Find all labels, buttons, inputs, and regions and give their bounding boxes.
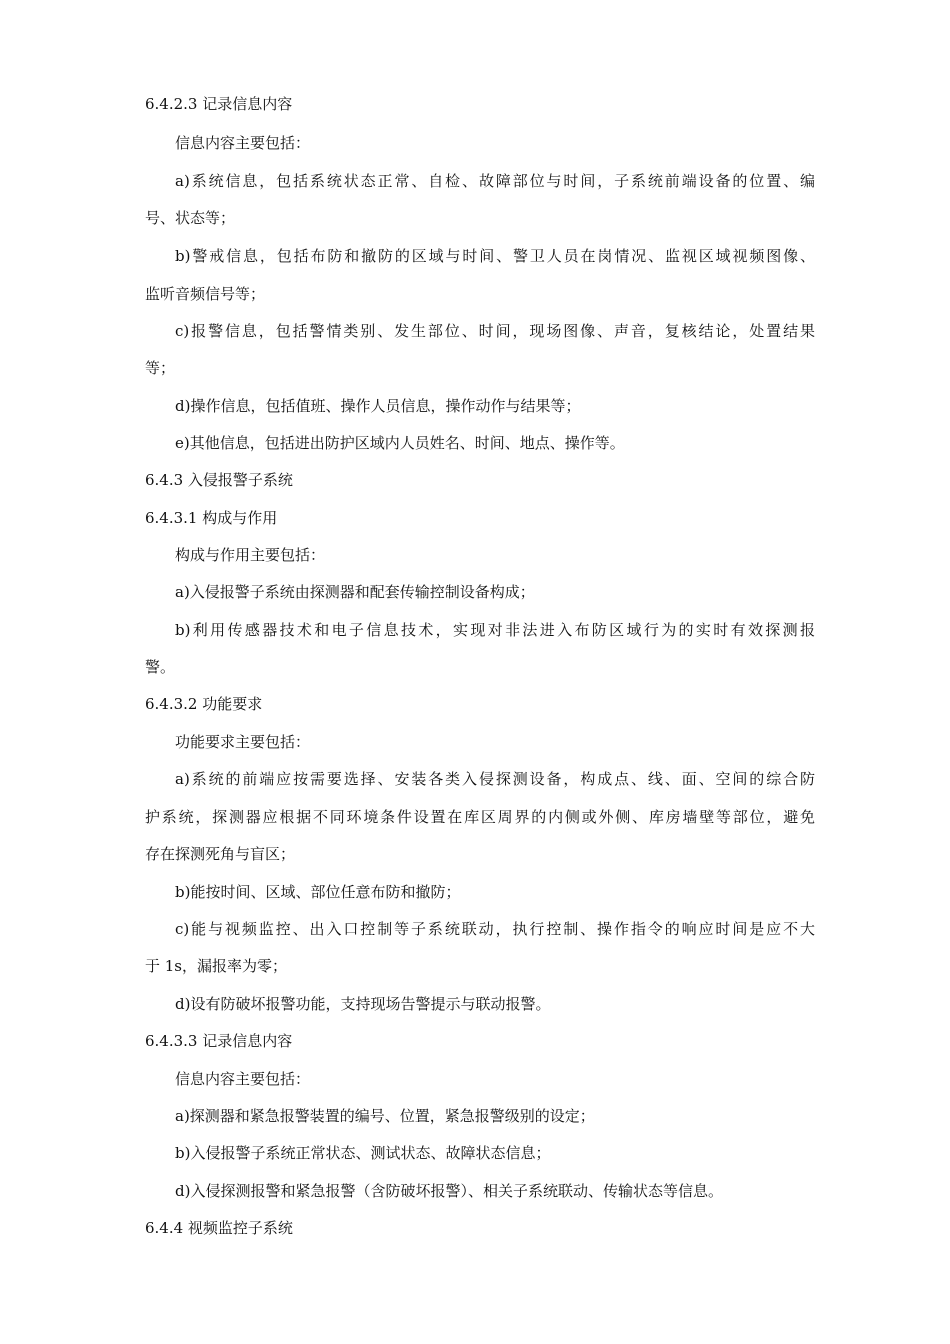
paragraph-line: e)其他信息，包括进出防护区域内人员姓名、时间、地点、操作等。 <box>175 434 625 452</box>
paragraph-line: 信息内容主要包括： <box>175 134 311 152</box>
paragraph-line: 构成与作用主要包括： <box>175 546 326 564</box>
section-heading: 6.4.3 入侵报警子系统 <box>145 471 293 489</box>
section-heading: 6.4.2.3 记录信息内容 <box>145 95 293 113</box>
paragraph-line: d)操作信息，包括值班、操作人员信息，操作动作与结果等； <box>175 397 581 415</box>
paragraph-line: 信息内容主要包括： <box>175 1070 311 1088</box>
paragraph-line: 警。 <box>145 658 176 676</box>
section-heading: 6.4.4 视频监控子系统 <box>145 1219 293 1237</box>
section-heading: 6.4.3.3 记录信息内容 <box>145 1032 293 1050</box>
paragraph-line: a)系统信息，包括系统状态正常、自检、故障部位与时间，子系统前端设备的位置、编 <box>175 172 815 190</box>
paragraph-line: b)能按时间、区域、部位任意布防和撤防； <box>175 883 461 901</box>
paragraph-line: 于 1s，漏报率为零； <box>145 957 288 975</box>
paragraph-line: c)报警信息，包括警情类别、发生部位、时间，现场图像、声音，复核结论，处置结果 <box>175 322 815 340</box>
section-heading: 6.4.3.1 构成与作用 <box>145 509 278 527</box>
paragraph-line: 号、状态等； <box>145 209 236 227</box>
paragraph-line: b)利用传感器技术和电子信息技术，实现对非法进入布防区域行为的实时有效探测报 <box>175 621 815 639</box>
paragraph-line: a)探测器和紧急报警装置的编号、位置，紧急报警级别的设定； <box>175 1107 595 1125</box>
paragraph-line: 存在探测死角与盲区； <box>145 845 296 863</box>
paragraph-line: a)系统的前端应按需要选择、安装各类入侵探测设备，构成点、线、面、空间的综合防 <box>175 770 815 788</box>
paragraph-line: 功能要求主要包括： <box>175 733 311 751</box>
paragraph-line: d)设有防破坏报警功能，支持现场告警提示与联动报警。 <box>175 995 551 1013</box>
paragraph-line: 护系统，探测器应根据不同环境条件设置在库区周界的内侧或外侧、库房墙壁等部位，避免 <box>145 808 815 826</box>
paragraph-line: 等； <box>145 359 176 377</box>
paragraph-line: d)入侵探测报警和紧急报警（含防破坏报警）、相关子系统联动、传输状态等信息。 <box>175 1182 723 1200</box>
paragraph-line: 监听音频信号等； <box>145 285 266 303</box>
paragraph-line: a)入侵报警子系统由探测器和配套传输控制设备构成； <box>175 583 535 601</box>
paragraph-line: c)能与视频监控、出入口控制等子系统联动，执行控制、操作指令的响应时间是应不大 <box>175 920 815 938</box>
section-heading: 6.4.3.2 功能要求 <box>145 695 263 713</box>
paragraph-line: b)入侵报警子系统正常状态、测试状态、故障状态信息； <box>175 1144 551 1162</box>
paragraph-line: b)警戒信息，包括布防和撤防的区域与时间、警卫人员在岗情况、监视区域视频图像、 <box>175 247 815 265</box>
